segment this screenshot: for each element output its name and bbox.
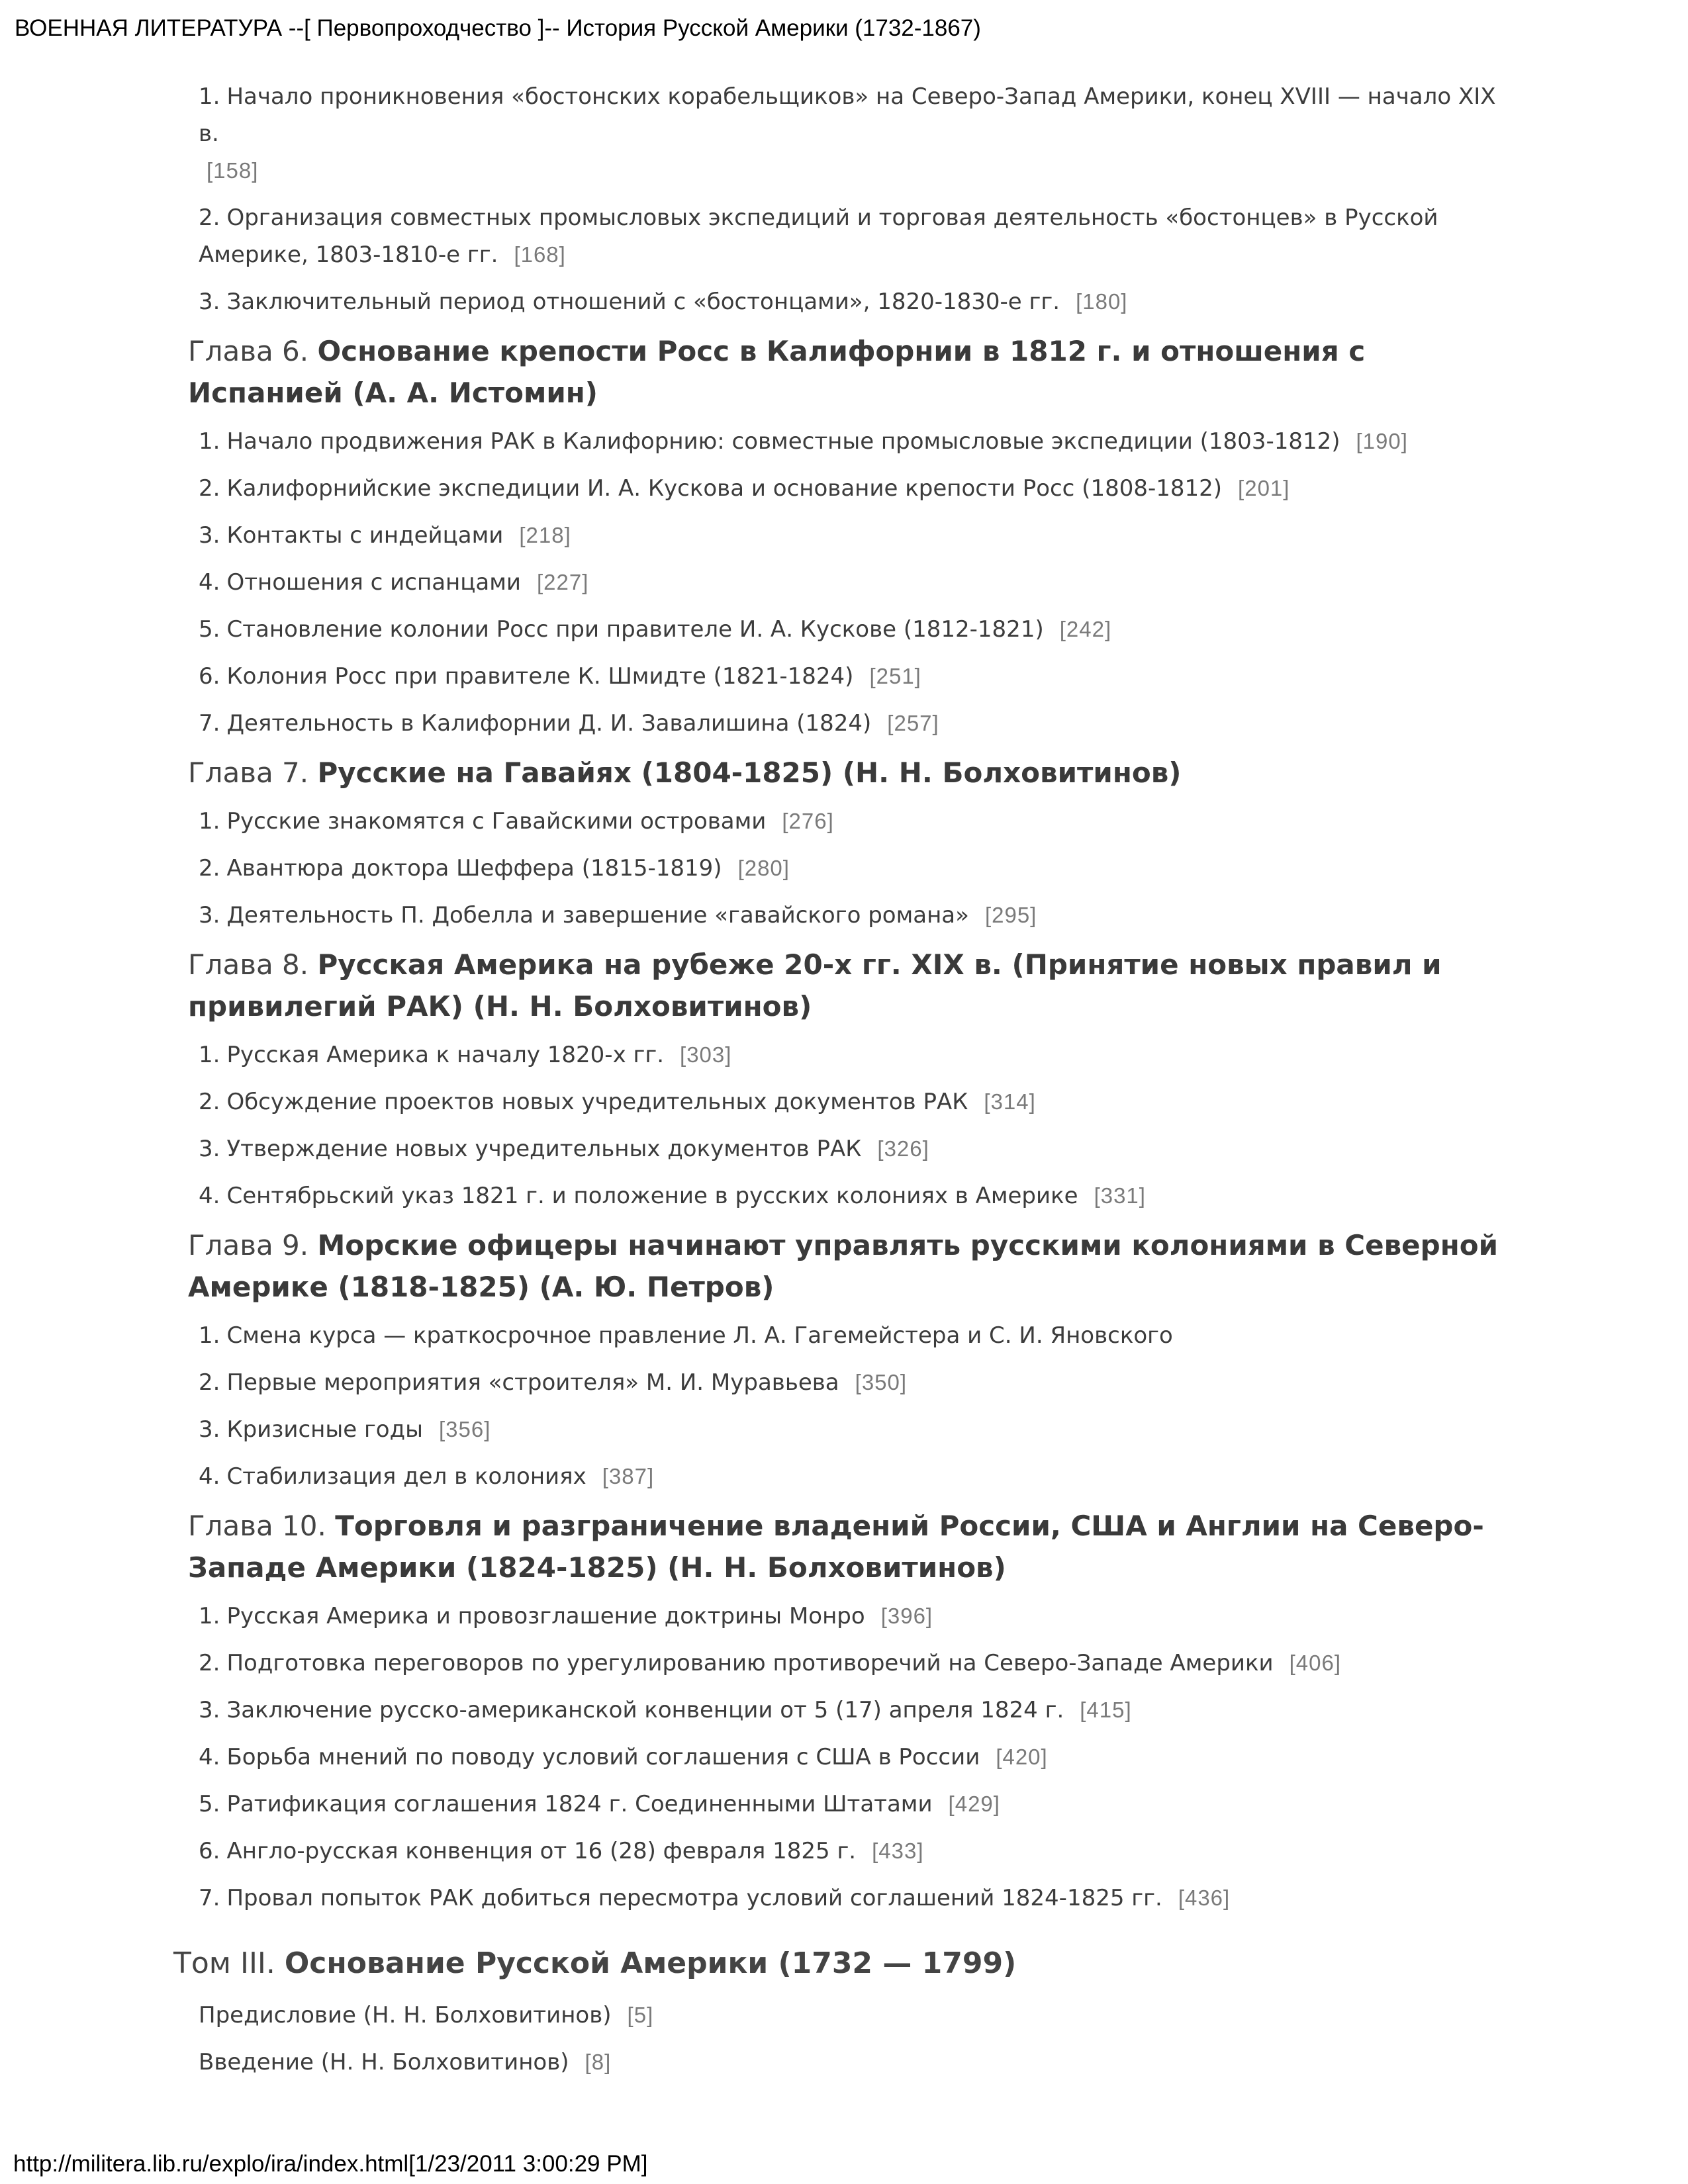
item-number: 1. [199,83,220,110]
item-title[interactable]: Калифорнийские экспедиции И. А. Кускова и основание крепости Росс (1808-1812) [226,475,1223,502]
chapter-heading [188,752,1505,803]
item-number: 7. [199,710,220,737]
item-number: 3. [199,902,220,929]
page-link[interactable]: [356] [438,1417,491,1441]
item-title[interactable]: Авантюра доктора Шеффера (1815-1819) [226,855,722,882]
page-link[interactable]: [168] [514,242,566,267]
page-link[interactable]: [227] [536,570,589,594]
item-number: 1. [199,1042,220,1068]
page-link[interactable]: [433] [872,1839,924,1863]
page-link[interactable]: [331] [1094,1183,1146,1208]
volume-label: Том III. [173,1946,275,1980]
item-title[interactable]: Начало продвижения РАК в Калифорнию: совместные промысловые экспедиции (1803-1812) [226,428,1340,455]
chapter-title: Морские офицеры начинают управлять русскими колониями в Северной Америке (1818-1825) (А. Ю. Петров) [188,1229,1499,1303]
page-link[interactable]: [415] [1080,1698,1132,1722]
item-title[interactable]: Обсуждение проектов новых учредительных документов РАК [226,1089,968,1115]
toc-item[interactable] [199,78,1516,199]
item-number: 2. [199,1369,220,1396]
volume-heading [173,1942,1497,1997]
chapter-heading [188,1505,1505,1598]
page-link[interactable]: [8] [585,2050,612,2074]
toc-item[interactable] [199,1880,1516,1927]
item-title[interactable]: Борьба мнений по поводу условий соглашения с США в России [226,1744,980,1770]
page-link[interactable]: [303] [680,1042,732,1067]
item-number: 3. [199,1416,220,1443]
chapter-title: Основание крепости Росс в Калифорнии в 1812 г. и отношения с Испанией (А. А. Истомин) [188,335,1366,409]
toc-item[interactable] [199,1645,1516,1692]
toc-item[interactable] [199,1786,1516,1833]
chapter-label: Глава 10. [188,1510,326,1542]
page-footer: http://militera.lib.ru/explo/ira/index.html[1/23/2011 3:00:29 PM] [13,2151,648,2177]
item-title[interactable]: Стабилизация дел в колониях [226,1463,586,1490]
item-title[interactable]: Англо-русская конвенция от 16 (28) февраля 1825 г. [226,1838,857,1864]
toc-item[interactable] [199,1130,1516,1177]
toc-item[interactable] [199,897,1516,944]
page-link[interactable]: [201] [1238,476,1290,500]
toc-item[interactable] [199,1083,1516,1130]
page-link[interactable]: [158] [207,158,259,183]
page-link[interactable]: [387] [602,1464,655,1488]
page-link[interactable]: [420] [996,1745,1048,1769]
page-link[interactable]: [314] [984,1089,1036,1114]
page-link[interactable]: [280] [737,856,790,880]
item-title[interactable]: Русские знакомятся с Гавайскими островами [226,808,767,835]
item-title[interactable]: Организация совместных промысловых экспедиций и торговая деятельность «бостонцев» в Русской Америке, 1803-1810-е гг. [199,205,1438,268]
item-title[interactable]: Становление колонии Росс при правителе И. А. Кускове (1812-1821) [226,616,1044,643]
item-title[interactable]: Заключительный период отношений с «бостонцами», 1820-1830-е гг. [226,289,1060,315]
page-header: ВОЕННАЯ ЛИТЕРАТУРА --[ Первопроходчество ]-- История Русской Америки (1732-1867) [15,15,981,41]
page-link[interactable]: [350] [855,1370,908,1394]
item-title[interactable]: Смена курса — краткосрочное правление Л. А. Гагемейстера и С. И. Яновского [226,1322,1173,1349]
item-title[interactable]: Русская Америка и провозглашение доктрины Монро [226,1603,865,1629]
toc-item[interactable] [199,2044,1516,2091]
page-link[interactable]: [257] [887,711,939,735]
page-link[interactable]: [5] [627,2003,654,2027]
toc-item[interactable] [199,658,1516,705]
page-link[interactable]: [276] [782,809,834,833]
toc-item[interactable] [199,1411,1516,1458]
toc-item[interactable] [199,803,1516,850]
item-title[interactable]: Кризисные годы [226,1416,423,1443]
item-number: 3. [199,289,220,315]
item-number: 1. [199,428,220,455]
page-link[interactable]: [326] [877,1136,929,1161]
item-number: 4. [199,569,220,596]
item-number: 4. [199,1744,220,1770]
item-number: 5. [199,1791,220,1817]
item-number: 6. [199,663,220,690]
toc-item[interactable] [199,1997,1516,2044]
toc-item[interactable] [199,1692,1516,1739]
toc-item[interactable] [199,705,1516,752]
item-title[interactable]: Контакты с индейцами [226,522,504,549]
page-link[interactable]: [180] [1076,289,1128,314]
chapter-label: Глава 7. [188,756,309,789]
item-number: 7. [199,1885,220,1911]
item-number: 6. [199,1838,220,1864]
page-link[interactable]: [242] [1059,617,1112,641]
item-number: 2. [199,205,220,231]
page-link[interactable]: [429] [948,1792,1000,1816]
toc-item[interactable] [199,517,1516,564]
item-title[interactable]: Колония Росс при правителе К. Шмидте (1821-1824) [226,663,854,690]
chapter-title: Русские на Гавайях (1804-1825) (Н. Н. Болховитинов) [317,756,1182,789]
chapter-heading [188,330,1505,423]
item-title[interactable]: Провал попыток РАК добиться пересмотра условий соглашений 1824-1825 гг. [226,1885,1162,1911]
chapter-heading [188,1224,1505,1317]
toc-item[interactable] [199,1458,1516,1505]
item-title[interactable]: Утверждение новых учредительных документов РАК [226,1136,862,1162]
item-number: 2. [199,1650,220,1676]
item-title[interactable]: Деятельность П. Добелла и завершение «гавайского романа» [226,902,969,929]
page-link[interactable]: [295] [984,903,1037,927]
toc-item[interactable] [199,423,1516,470]
page-link[interactable]: [396] [880,1604,933,1628]
item-title[interactable]: Начало проникновения «бостонских корабельщиков» на Северо-Запад Америки, конец XVIII — начало XIX в. [199,83,1496,147]
item-number: 2. [199,855,220,882]
chapter-label: Глава 8. [188,948,309,981]
page-link[interactable]: [218] [519,523,571,547]
item-number: 3. [199,1136,220,1162]
table-of-contents [0,78,1688,2091]
item-title[interactable]: Ратификация соглашения 1824 г. Соединенными Штатами [226,1791,933,1817]
item-number: 4. [199,1183,220,1209]
toc-item[interactable] [199,1317,1516,1364]
toc-item[interactable] [199,1598,1516,1645]
chapter-title: Торговля и разграничение владений России, США и Англии на Северо-Западе Америки (1824-1825) (Н. Н. Болховитинов) [188,1510,1484,1584]
toc-item[interactable] [199,850,1516,897]
item-number: 1. [199,808,220,835]
item-title[interactable]: Подготовка переговоров по урегулированию противоречий на Северо-Западе Америки [226,1650,1274,1676]
volume-title: Основание Русской Америки (1732 — 1799) [284,1946,1017,1980]
item-number: 3. [199,1697,220,1723]
item-title[interactable]: Предисловие (Н. Н. Болховитинов) [199,2002,612,2028]
toc-item[interactable] [199,283,1516,330]
item-title[interactable]: Русская Америка к началу 1820-х гг. [226,1042,665,1068]
item-number: 1. [199,1603,220,1629]
toc-item[interactable] [199,1177,1516,1224]
item-number: 5. [199,616,220,643]
toc-item[interactable] [199,1364,1516,1411]
item-number: 2. [199,1089,220,1115]
item-title[interactable]: Введение (Н. Н. Болховитинов) [199,2049,569,2075]
toc-item[interactable] [199,1739,1516,1786]
item-number: 4. [199,1463,220,1490]
item-number: 3. [199,522,220,549]
item-title[interactable]: Заключение русско-американской конвенции от 5 (17) апреля 1824 г. [226,1697,1064,1723]
item-title[interactable]: Сентябрьский указ 1821 г. и положение в русских колониях в Америке [226,1183,1078,1209]
page-link[interactable]: [251] [869,664,921,688]
page-link[interactable]: [436] [1178,1886,1231,1910]
item-number: 1. [199,1322,220,1349]
page-link[interactable]: [406] [1289,1651,1342,1675]
page-link[interactable]: [190] [1356,429,1408,453]
chapter-label: Глава 9. [188,1229,309,1261]
item-title[interactable]: Отношения с испанцами [226,569,521,596]
chapter-heading [188,944,1505,1036]
item-title[interactable]: Первые мероприятия «строителя» М. И. Муравьева [226,1369,839,1396]
chapter-title: Русская Америка на рубеже 20-х гг. XIX в. (Принятие новых правил и привилегий РАК) (Н. Н. Болховитинов) [188,948,1442,1023]
toc-item[interactable] [199,611,1516,658]
toc-item[interactable] [199,199,1516,283]
item-number: 2. [199,475,220,502]
toc-item[interactable] [199,1833,1516,1880]
toc-item[interactable] [199,564,1516,611]
chapter-label: Глава 6. [188,335,309,367]
toc-item[interactable] [199,470,1516,517]
toc-item[interactable] [199,1036,1516,1083]
item-title[interactable]: Деятельность в Калифорнии Д. И. Завалишина (1824) [226,710,872,737]
